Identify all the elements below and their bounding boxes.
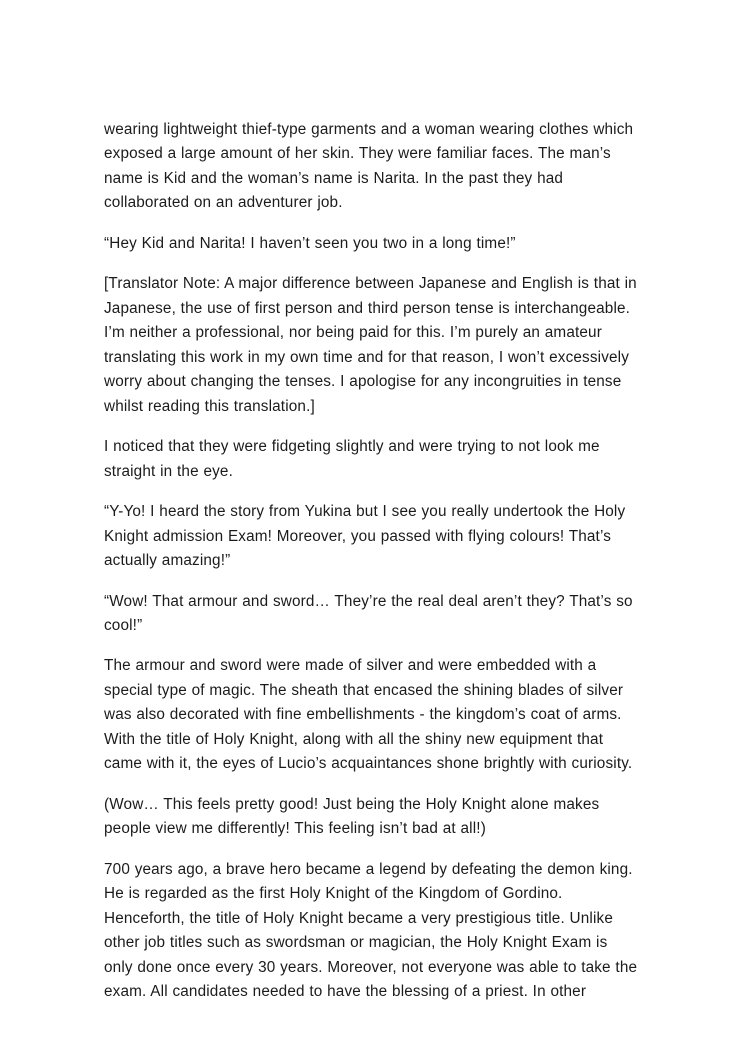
paragraph: “Y-Yo! I heard the story from Yukina but I see you really undertook the Holy Knight admission Exam! Moreover, you passed with flying colours! That’s actually amazing!”	[104, 503, 626, 570]
paragraph: wearing lightweight thief-type garments and a woman wearing clothes which exposed a large amount of her skin. They were familiar faces. The man’s name is Kid and the woman’s name is Narita. In the past they had collaborated on an adventurer job.	[104, 121, 634, 212]
paragraph: I noticed that they were fidgeting slightly and were trying to not look me straight in the eye.	[104, 438, 600, 480]
paragraph: “Hey Kid and Narita! I haven’t seen you two in a long time!”	[104, 234, 516, 252]
paragraph-translator-note: [Translator Note: A major difference between Japanese and English is that in Japanese, the use of first person and third person tense is interchangeable. I’m neither a professional, nor being paid for this. I’m purely an amateur translating this work in my own time and for that reason, I won’t excessively worry about changing the tenses. I apologise for any incongruities in tense whilst reading this translation.]	[104, 275, 637, 415]
paragraph: “Wow! That armour and sword… They’re the real deal aren’t they? That’s so cool!”	[104, 592, 633, 634]
paragraph: The armour and sword were made of silver and were embedded with a special type of magic. The sheath that encased the shining blades of silver was also decorated with fine embellishments - the kingdom’s coat of arms. With the title of Holy Knight, along with all the shiny new equipment that came with it, the eyes of Lucio’s acquaintances shone brightly with curiosity.	[104, 657, 633, 773]
paragraph: 700 years ago, a brave hero became a legend by defeating the demon king. He is regarded as the first Holy Knight of the Kingdom of Gordino. Henceforth, the title of Holy Knight became a very prestigious title. Unlike other job titles such as swordsman or magician, the Holy Knight Exam is only done once every 30 years. Moreover, not everyone was able to take the exam. All candidates needed to have the blessing of a priest. In other	[104, 860, 638, 1001]
paragraph: (Wow… This feels pretty good! Just being the Holy Knight alone makes people view me differently! This feeling isn’t bad at all!)	[104, 795, 600, 838]
document-body	[104, 118, 640, 1005]
